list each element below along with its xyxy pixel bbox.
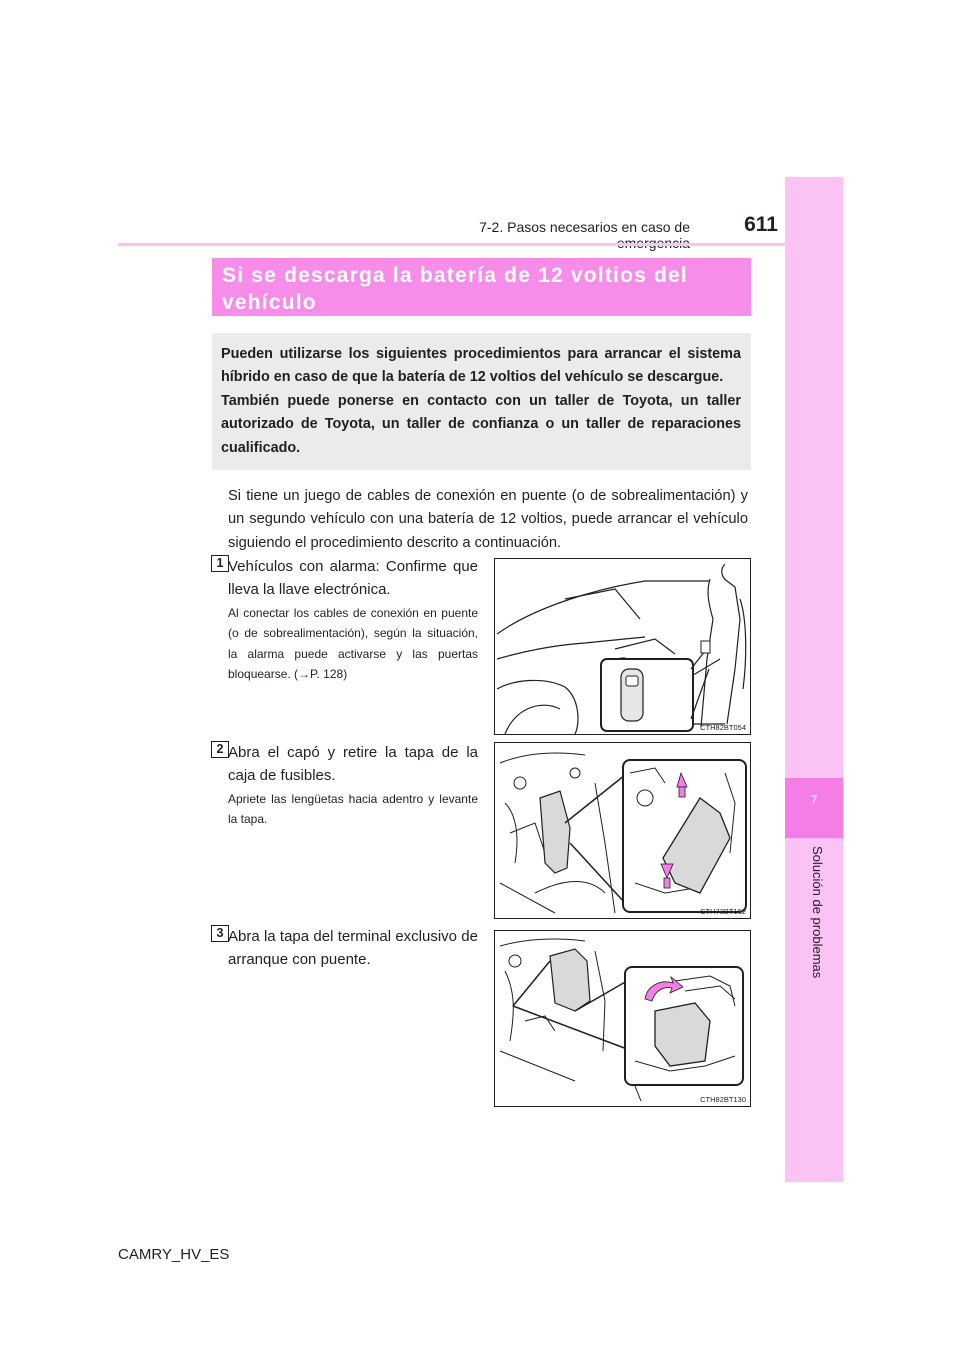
step-2-note: Apriete las lengüetas hacia adentro y levante la tapa. xyxy=(228,792,478,827)
header-rule xyxy=(118,243,785,246)
step-2-number: 2 xyxy=(211,741,229,758)
jump-terminal-illustration xyxy=(495,931,750,1106)
intro-paragraph-2: También puede ponerse en contacto con un taller de Toyota, un taller autorizado de Toyota, un taller de confianza o un taller de reparaciones cualificado. xyxy=(221,392,741,456)
header-section-title: 7-2. Pasos necesarios en caso de xyxy=(479,219,690,235)
car-with-person-illustration xyxy=(495,559,750,734)
step-1-note: Al conectar los cables de conexión en puente (o de sobrealimentación), según la situación, la alarma puede activarse y las puertas bloquearse. (→P. 128) xyxy=(228,606,478,681)
body-paragraph: Si tiene un juego de cables de conexión en puente (o de sobrealimentación) y un segundo vehículo con una batería de 12 voltios, puede arrancar el vehículo siguiendo el procedimiento descrito a continuación. xyxy=(228,488,748,551)
intro-box xyxy=(212,333,751,470)
intro-paragraph-1: Pueden utilizarse los siguientes procedimientos para arrancar el sistema híbrido en caso de que la batería de 12 voltios del vehículo se descargue. xyxy=(221,346,741,386)
figure-1-code: CTH82BT054 xyxy=(700,723,746,732)
chapter-number: 7 xyxy=(810,793,818,807)
step-2-text: Abra el capó y retire la tapa de la caja de fusibles. xyxy=(228,744,478,785)
figure-smart-key-car xyxy=(494,558,751,735)
page-number: 611 xyxy=(744,213,778,236)
fuse-box-illustration xyxy=(495,743,750,918)
figure-fuse-box xyxy=(494,742,751,919)
footer-model-code: CAMRY_HV_ES xyxy=(118,1246,230,1263)
section-title: Si se descarga la batería de 12 voltios del vehículo xyxy=(212,258,751,316)
chapter-title: Solución de problemas xyxy=(810,846,825,979)
figure-jump-start-terminal xyxy=(494,930,751,1107)
step-1-number: 1 xyxy=(211,555,229,572)
figure-3-code: CTH82BT130 xyxy=(700,1095,746,1104)
step-1-text: Vehículos con alarma: Confirme que lleva la llave electrónica. xyxy=(228,558,478,599)
chapter-side-tab-active xyxy=(785,778,843,838)
figure-2-code: CTH73BT162 xyxy=(700,907,746,916)
step-3-text: Abra la tapa del terminal exclusivo de arranque con puente. xyxy=(228,928,478,969)
step-3-number: 3 xyxy=(211,925,229,942)
